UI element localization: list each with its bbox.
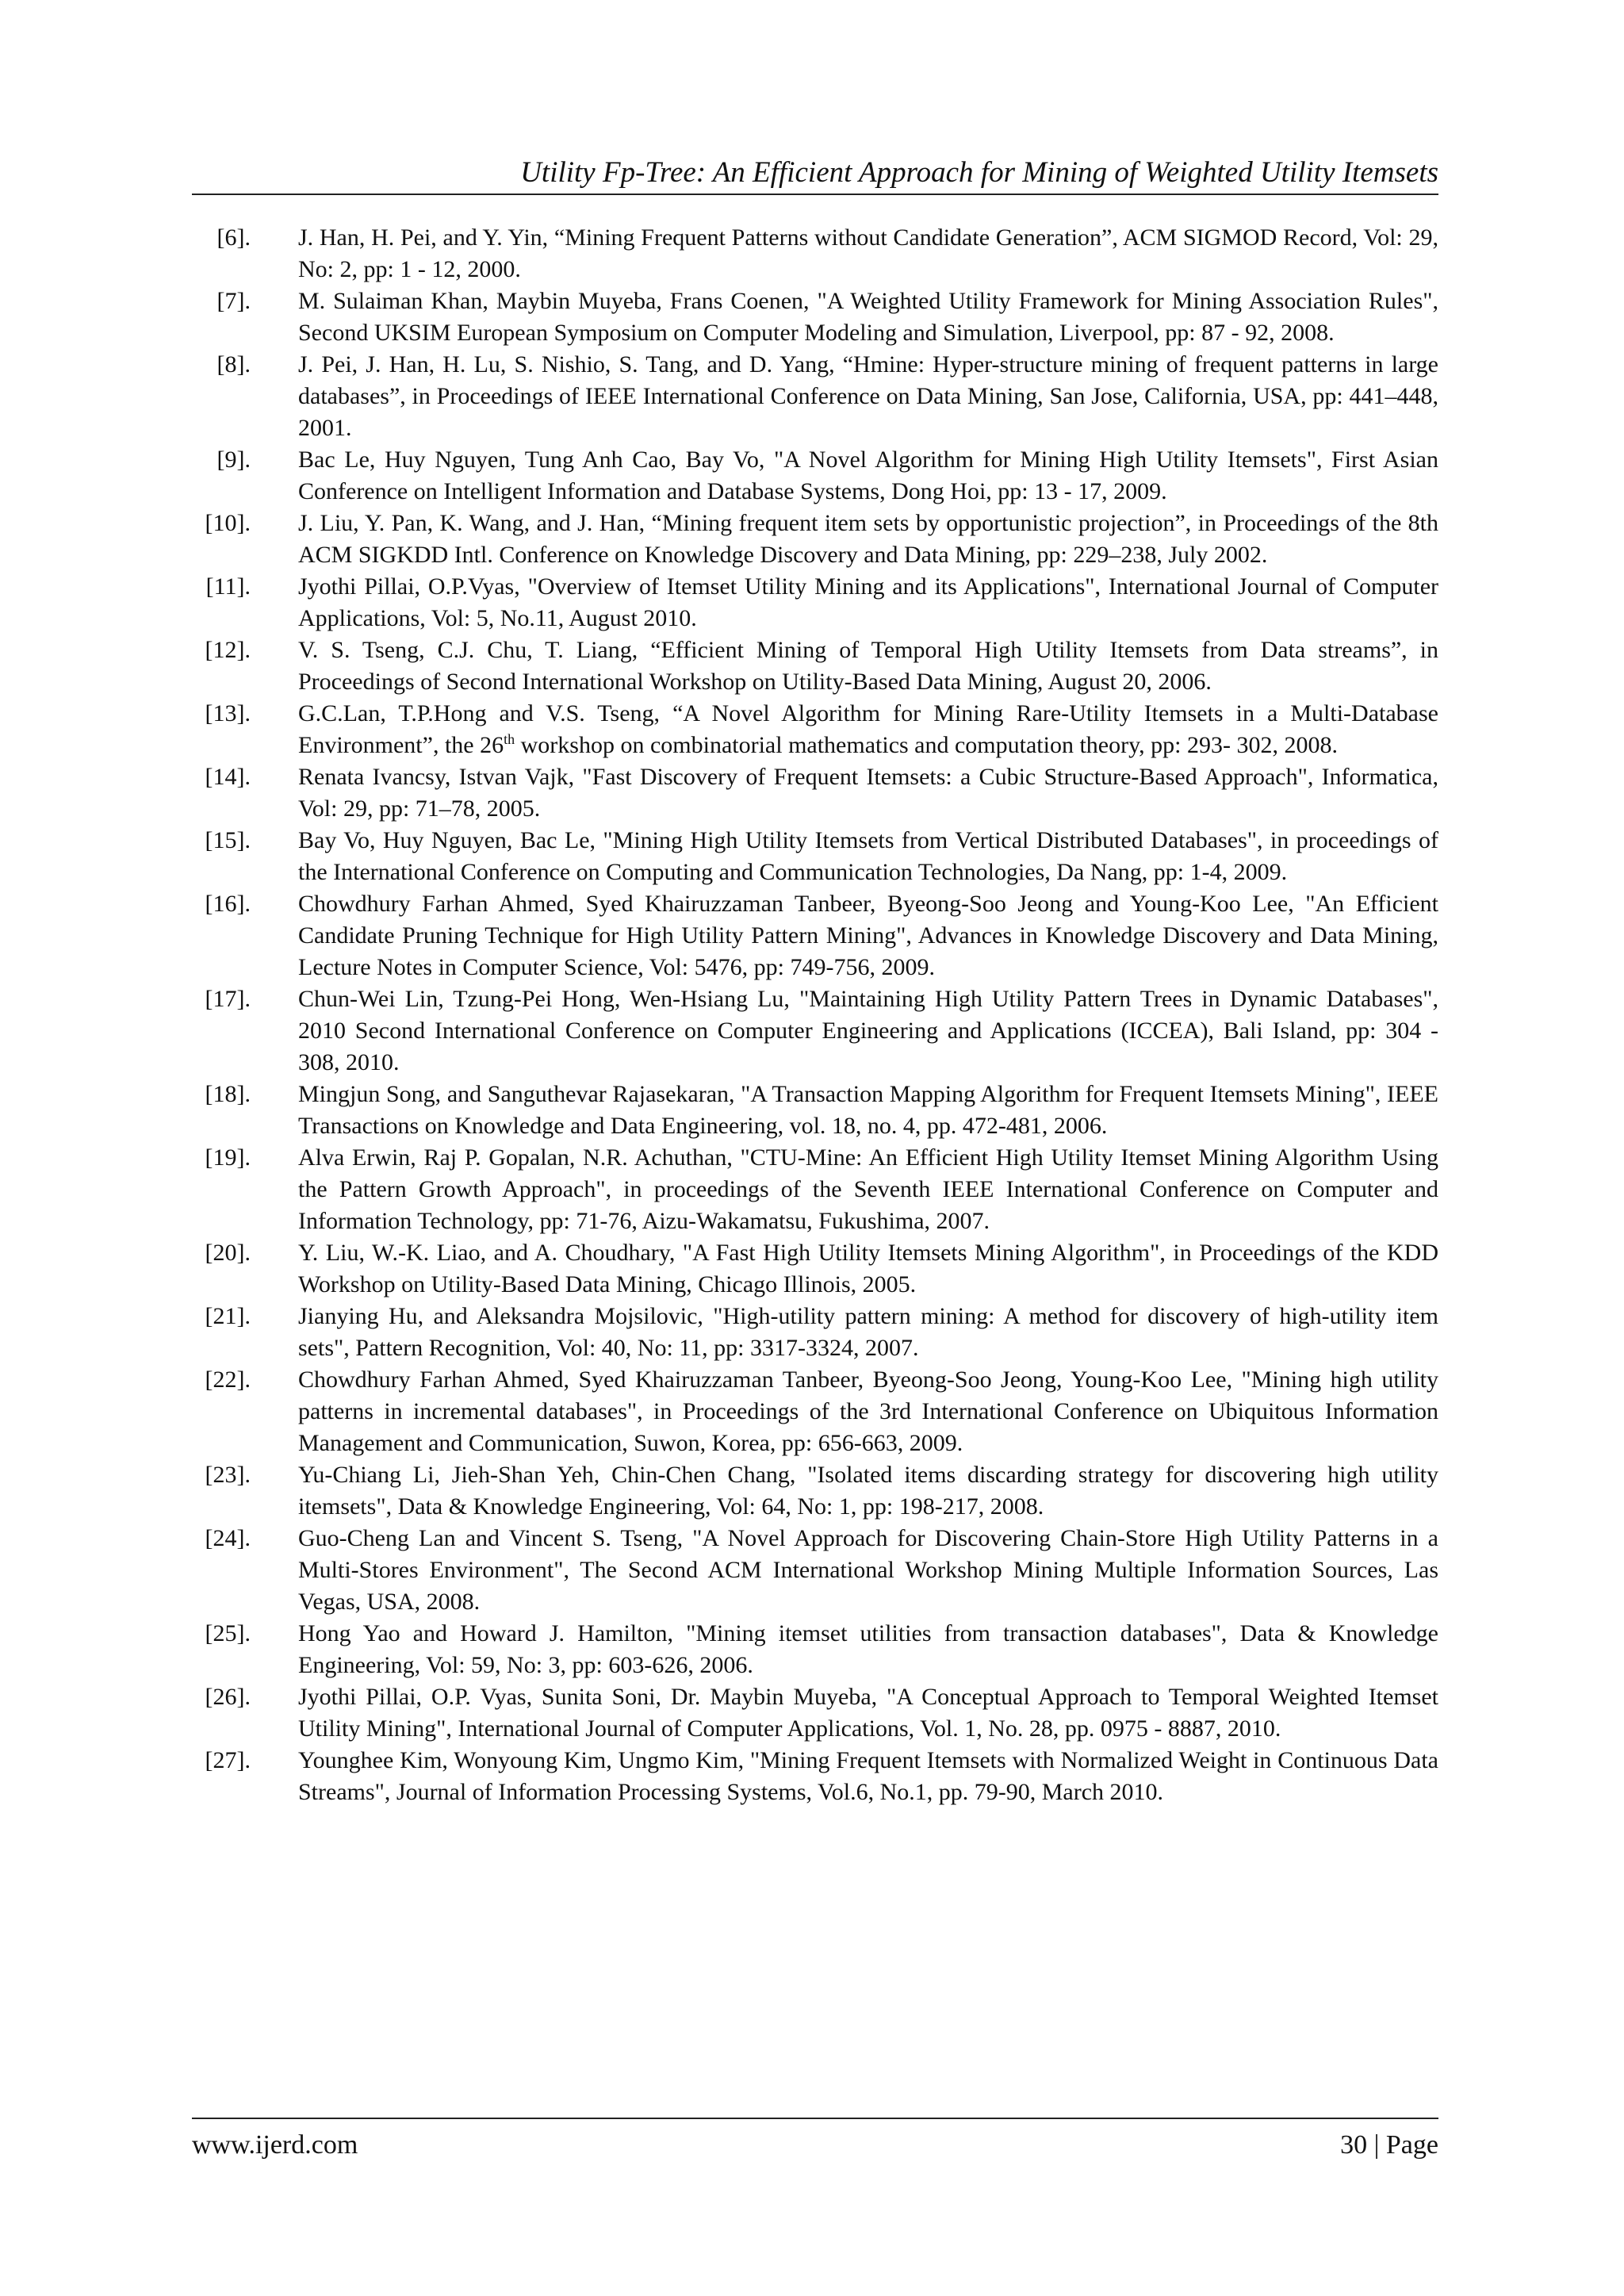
reference-text: Guo-Cheng Lan and Vincent S. Tseng, "A Novel Approach for Discovering Chain-Store High Utility Patterns in a Multi-Stores Environment", The Second ACM International Workshop Mining Multiple Information Sources, Las Vegas, USA, 2008. <box>298 1525 1438 1615</box>
reference-number: [17]. <box>205 986 251 1012</box>
reference-text: Bac Le, Huy Nguyen, Tung Anh Cao, Bay Vo, "A Novel Algorithm for Mining High Utility Itemsets", First Asian Conference on Intelligent Information and Database Systems, Dong Hoi, pp: 13 - 17, 2009. <box>298 447 1438 504</box>
reference-list <box>192 222 1438 1808</box>
page-header <box>192 155 1438 195</box>
reference-item <box>192 1301 1438 1364</box>
reference-number: [12]. <box>205 637 251 663</box>
reference-text: Chowdhury Farhan Ahmed, Syed Khairuzzaman Tanbeer, Byeong-Soo Jeong and Young-Koo Lee, "An Efficient Candidate Pruning Technique for High Utility Pattern Mining", Advances in Knowledge Discovery and Data Mining, Lecture Notes in Computer Science, Vol: 5476, pp: 749-756, 2009. <box>298 891 1438 980</box>
reference-number: [19]. <box>205 1144 251 1171</box>
reference-item <box>192 1364 1438 1459</box>
reference-number: [14]. <box>205 764 251 790</box>
reference-text: Y. Liu, W.-K. Liao, and A. Choudhary, "A Fast High Utility Itemsets Mining Algorithm", in Proceedings of the KDD Workshop on Utility-Based Data Mining, Chicago Illinois, 2005. <box>298 1240 1438 1297</box>
reference-item <box>192 1142 1438 1237</box>
reference-number: [21]. <box>205 1303 251 1329</box>
reference-text-part: workshop on combinatorial mathematics and computation theory, pp: 293- 302, 2008. <box>515 732 1338 758</box>
reference-item <box>192 1459 1438 1523</box>
reference-number: [15]. <box>205 827 251 853</box>
reference-item <box>192 825 1438 888</box>
reference-text: Jyothi Pillai, O.P. Vyas, Sunita Soni, Dr. Maybin Muyeba, "A Conceptual Approach to Temporal Weighted Itemset Utility Mining", International Journal of Computer Applications, Vol. 1, No. 28, pp. 0975 - 8887, 2010. <box>298 1684 1438 1742</box>
reference-item <box>192 698 1438 761</box>
journal-url: www.ijerd.com <box>192 2130 358 2160</box>
reference-text: Chowdhury Farhan Ahmed, Syed Khairuzzaman Tanbeer, Byeong-Soo Jeong, Young-Koo Lee, "Mining high utility patterns in incremental databases", in Proceedings of the 3rd International Conference on Ubiquitous Information Management and Communication, Suwon, Korea, pp: 656-663, 2009. <box>298 1366 1438 1456</box>
reference-item <box>192 1237 1438 1301</box>
reference-number: [16]. <box>205 891 251 917</box>
reference-number: [7]. <box>216 288 251 314</box>
reference-text: Jianying Hu, and Aleksandra Mojsilovic, "High-utility pattern mining: A method for discovery of high-utility item sets", Pattern Recognition, Vol: 40, No: 11, pp: 3317-3324, 2007. <box>298 1303 1438 1361</box>
reference-number: [6]. <box>216 224 251 251</box>
reference-text: Renata Ivancsy, Istvan Vajk, "Fast Discovery of Frequent Itemsets: a Cubic Structure-Based Approach", Informatica, Vol: 29, pp: 71–78, 2005. <box>298 764 1438 822</box>
reference-number: [26]. <box>205 1684 251 1710</box>
reference-text: Mingjun Song, and Sanguthevar Rajasekaran, "A Transaction Mapping Algorithm for Frequent Itemsets Mining", IEEE Transactions on Knowledge and Data Engineering, vol. 18, no. 4, pp. 472-481, 2006. <box>298 1081 1438 1139</box>
reference-text: Jyothi Pillai, O.P.Vyas, "Overview of Itemset Utility Mining and its Applications", International Journal of Computer Applications, Vol: 5, No.11, August 2010. <box>298 573 1438 631</box>
reference-number: [10]. <box>205 510 251 536</box>
reference-text: J. Han, H. Pei, and Y. Yin, “Mining Frequent Patterns without Candidate Generation”, ACM SIGMOD Record, Vol: 29, No: 2, pp: 1 - 12, 2000. <box>298 224 1438 282</box>
reference-item <box>192 1079 1438 1142</box>
reference-item <box>192 349 1438 444</box>
reference-number: [25]. <box>205 1620 251 1646</box>
reference-text: J. Liu, Y. Pan, K. Wang, and J. Han, “Mining frequent item sets by opportunistic projection”, in Proceedings of the 8th ACM SIGKDD Intl. Conference on Knowledge Discovery and Data Mining, pp: 229–238, July 2002. <box>298 510 1438 568</box>
reference-text: J. Pei, J. Han, H. Lu, S. Nishio, S. Tang, and D. Yang, “Hmine: Hyper-structure mining of frequent patterns in large databases”, in Proceedings of IEEE International Conference on Data Mining, San Jose, California, USA, pp: 441–448, 2001. <box>298 351 1438 441</box>
reference-item <box>192 1618 1438 1681</box>
reference-text-part: G.C.Lan, T.P.Hong and V.S. Tseng, “A Novel Algorithm for Mining Rare-Utility Itemsets in a Multi-Database Environment”, the 26 <box>298 700 1438 758</box>
reference-item <box>192 1681 1438 1745</box>
reference-item <box>192 286 1438 349</box>
reference-number: [23]. <box>205 1462 251 1488</box>
reference-item <box>192 888 1438 983</box>
reference-text: Bay Vo, Huy Nguyen, Bac Le, "Mining High Utility Itemsets from Vertical Distributed Databases", in proceedings of the International Conference on Computing and Communication Technologies, Da Nang, pp: 1-4, 2009. <box>298 827 1438 885</box>
reference-text: Younghee Kim, Wonyoung Kim, Ungmo Kim, "Mining Frequent Itemsets with Normalized Weight in Continuous Data Streams", Journal of Information Processing Systems, Vol.6, No.1, pp. 79-90, March 2010. <box>298 1747 1438 1805</box>
reference-item <box>192 1745 1438 1808</box>
reference-item <box>192 634 1438 698</box>
reference-number: [11]. <box>205 573 251 600</box>
reference-item <box>192 983 1438 1079</box>
ordinal-superscript: th <box>504 731 515 747</box>
reference-text <box>298 700 1438 758</box>
reference-number: [20]. <box>205 1240 251 1266</box>
reference-item <box>192 444 1438 508</box>
reference-text: Chun-Wei Lin, Tzung-Pei Hong, Wen-Hsiang Lu, "Maintaining High Utility Pattern Trees in Dynamic Databases", 2010 Second International Conference on Computer Engineering and Applications (ICCEA), Bali Island, pp: 304 - 308, 2010. <box>298 986 1438 1075</box>
reference-number: [24]. <box>205 1525 251 1551</box>
reference-number: [22]. <box>205 1366 251 1393</box>
reference-text: Yu-Chiang Li, Jieh-Shan Yeh, Chin-Chen Chang, "Isolated items discarding strategy for discovering high utility itemsets", Data & Knowledge Engineering, Vol: 64, No: 1, pp: 198-217, 2008. <box>298 1462 1438 1520</box>
running-title: Utility Fp-Tree: An Efficient Approach for Mining of Weighted Utility Itemsets <box>520 156 1438 189</box>
reference-number: [27]. <box>205 1747 251 1773</box>
reference-text: Alva Erwin, Raj P. Gopalan, N.R. Achuthan, "CTU-Mine: An Efficient High Utility Itemset Mining Algorithm Using the Pattern Growth Approach", in proceedings of the Seventh IEEE International Conference on Computer and Information Technology, pp: 71-76, Aizu-Wakamatsu, Fukushima, 2007. <box>298 1144 1438 1234</box>
reference-text: V. S. Tseng, C.J. Chu, T. Liang, “Efficient Mining of Temporal High Utility Itemsets from Data streams”, in Proceedings of Second International Workshop on Utility-Based Data Mining, August 20, 2006. <box>298 637 1438 695</box>
page-number: 30 | Page <box>1340 2130 1438 2160</box>
reference-item <box>192 508 1438 571</box>
reference-text: M. Sulaiman Khan, Maybin Muyeba, Frans Coenen, "A Weighted Utility Framework for Mining Association Rules", Second UKSIM European Symposium on Computer Modeling and Simulation, Liverpool, pp: 87 - 92, 2008. <box>298 288 1438 346</box>
reference-text: Hong Yao and Howard J. Hamilton, "Mining itemset utilities from transaction databases", Data & Knowledge Engineering, Vol: 59, No: 3, pp: 603-626, 2006. <box>298 1620 1438 1678</box>
reference-item <box>192 1523 1438 1618</box>
reference-item <box>192 571 1438 634</box>
reference-number: [9]. <box>216 447 251 473</box>
reference-number: [18]. <box>205 1081 251 1107</box>
reference-item <box>192 222 1438 286</box>
page-footer <box>192 2118 1438 2167</box>
reference-number: [8]. <box>216 351 251 378</box>
reference-item <box>192 761 1438 825</box>
reference-number: [13]. <box>205 700 251 726</box>
